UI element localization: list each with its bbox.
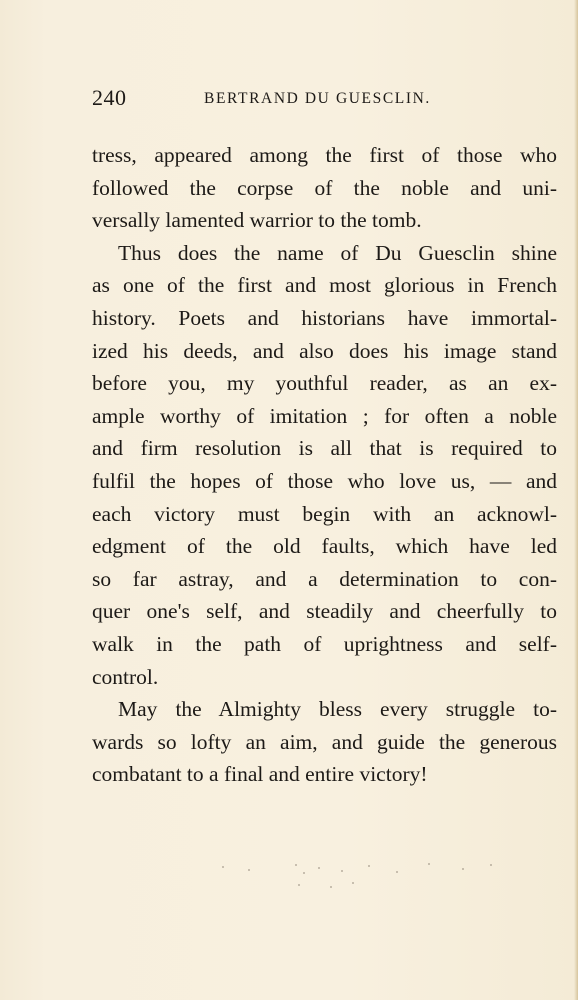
text-line: followed the corpse of the noble and uni-	[92, 175, 557, 200]
text-line: combatant to a final and entire victory!	[92, 762, 428, 787]
text-line: wards so lofty an aim, and guide the generous	[92, 729, 557, 754]
text-line: versally lamented warrior to the tomb.	[92, 208, 422, 233]
running-title: BERTRAND DU GUESCLIN.	[204, 90, 431, 107]
paragraph-start-line: May the Almighty bless every struggle to-	[118, 697, 557, 722]
text-line: fulfil the hopes of those who love us, — and	[92, 468, 557, 493]
page-number: 240	[92, 85, 127, 110]
show-through-specks	[200, 858, 560, 898]
text-line: quer one's self, and steadily and cheerfully to	[92, 599, 557, 624]
text-line: so far astray, and a determination to con-	[92, 566, 557, 591]
page-edge	[574, 0, 578, 1000]
text-line: control.	[92, 664, 159, 689]
text-line: ized his deeds, and also does his image stand	[92, 338, 557, 363]
text-line: tress, appeared among the first of those who	[92, 143, 557, 167]
paragraph-start-line: Thus does the name of Du Guesclin shine	[118, 240, 557, 265]
text-line: and firm resolution is all that is required to	[92, 436, 557, 461]
text-line: as one of the first and most glorious in French	[92, 273, 557, 298]
text-line: edgment of the old faults, which have led	[92, 534, 557, 559]
text-line: before you, my youthful reader, as an ex-	[92, 371, 557, 396]
text-line: history. Poets and historians have immortal-	[92, 305, 557, 330]
text-line: each victory must begin with an acknowl-	[92, 501, 557, 526]
running-head	[92, 85, 557, 115]
body-text	[92, 139, 557, 791]
text-line: ample worthy of imitation ; for often a noble	[92, 403, 557, 428]
text-line: walk in the path of uprightness and self-	[92, 631, 557, 656]
